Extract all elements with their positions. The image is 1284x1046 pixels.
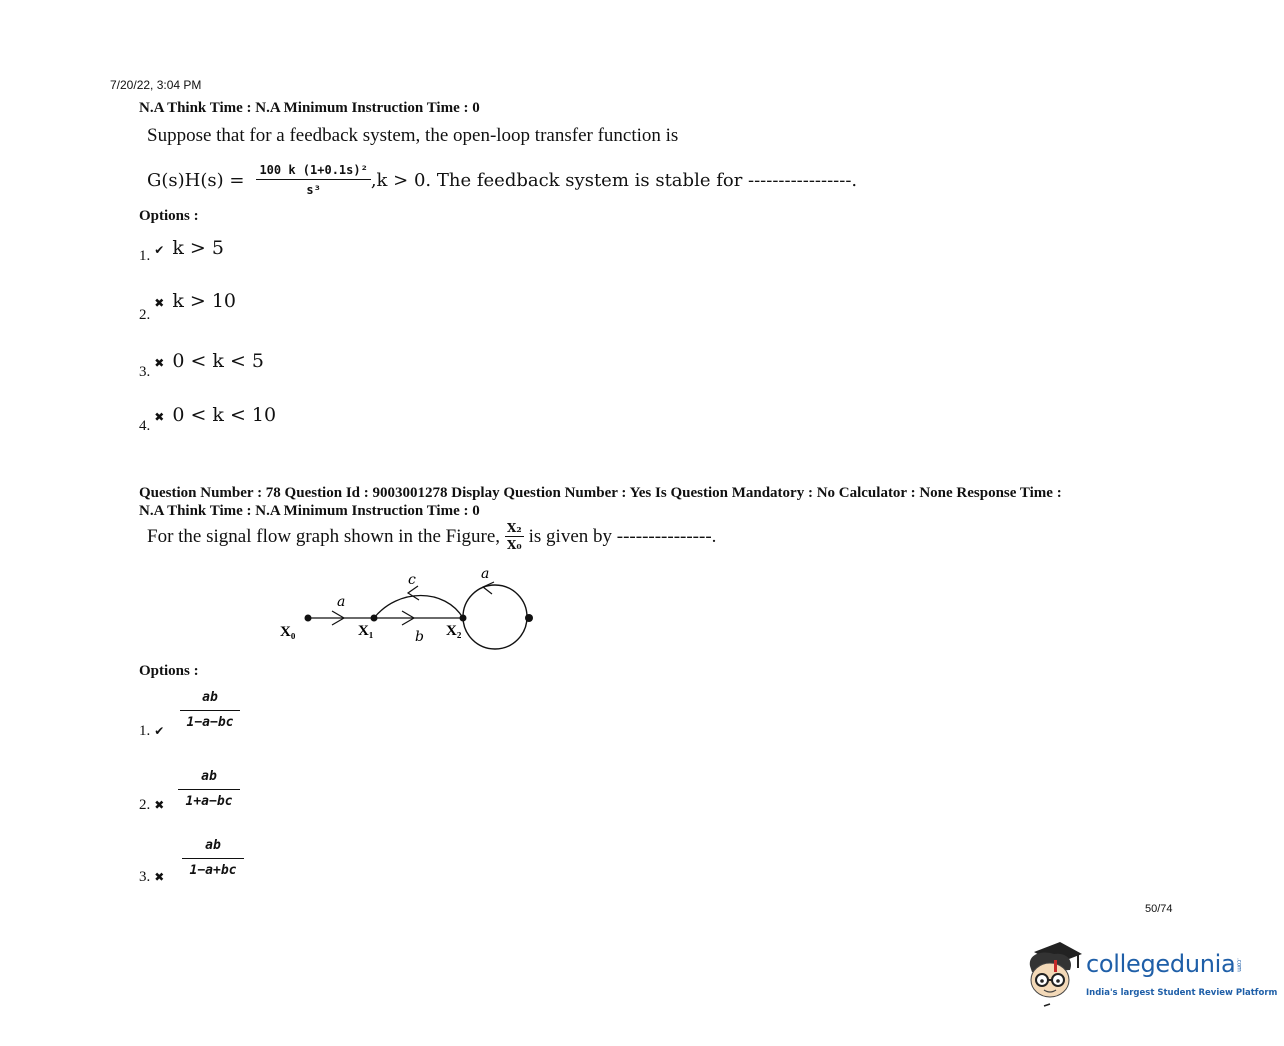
student-mascot-icon	[1024, 940, 1084, 1010]
q78-option-1-fraction	[180, 690, 240, 730]
option-text: k > 5	[172, 237, 224, 259]
equation-numerator: 100 k (1+0.1s)²	[256, 163, 370, 180]
node-x1-label: X₁	[358, 623, 374, 639]
gain-b-label: b	[415, 629, 424, 645]
q78-meta-line-2: N.A Think Time : N.A Minimum Instruction Time : 0	[139, 503, 480, 519]
q77-question-text: Suppose that for a feedback system, the open-loop transfer function is	[147, 125, 679, 146]
fraction-numerator: ab	[178, 769, 240, 790]
question-fraction	[505, 521, 524, 552]
q77-meta-line: N.A Think Time : N.A Minimum Instruction Time : 0	[139, 100, 480, 116]
option-text: 0 < k < 10	[172, 404, 277, 426]
print-timestamp: 7/20/22, 3:04 PM	[110, 78, 202, 92]
correct-check-icon: ✔	[154, 724, 165, 738]
arrow-c-icon	[408, 586, 419, 600]
option-number: 1.	[139, 723, 151, 739]
q78-option-2-fraction	[178, 769, 240, 809]
node-x2-dot	[460, 615, 467, 622]
correct-check-icon: ✔	[154, 243, 165, 257]
q77-options-label: Options :	[139, 208, 199, 224]
logo-tagline: India's largest Student Review Platform	[1086, 988, 1278, 998]
option-number: 4.	[139, 418, 151, 434]
option-number: 3.	[139, 364, 151, 380]
gain-a-forward-label: a	[337, 594, 346, 610]
option-text: 0 < k < 5	[172, 350, 265, 372]
wrong-cross-icon: ✖	[154, 410, 165, 424]
q78-option-2	[139, 796, 164, 814]
q78-question-text	[147, 521, 716, 552]
wrong-cross-icon: ✖	[154, 870, 165, 884]
option-number: 3.	[139, 869, 151, 885]
node-x2-label: X₂	[446, 623, 462, 639]
node-x0-dot	[305, 615, 312, 622]
logo-wordmark	[1086, 950, 1242, 978]
logo-name: collegedunia	[1086, 950, 1236, 978]
question-suffix: is given by ---------------.	[528, 525, 717, 547]
collegedunia-logo	[1024, 940, 1278, 1010]
equation-fraction	[256, 163, 370, 197]
page-number: 50/74	[1145, 903, 1173, 915]
fraction-denominator: 1+a−bc	[185, 794, 233, 809]
logo-suffix: .com	[1235, 958, 1243, 972]
wrong-cross-icon: ✖	[154, 356, 165, 370]
self-loop-a	[463, 585, 527, 649]
equation-tail: ,k > 0. The feedback system is stable for -----------------.	[370, 169, 858, 191]
arrow-loop-icon	[483, 582, 494, 594]
q77-option-2	[139, 290, 237, 323]
option-text: k > 10	[172, 290, 237, 312]
q77-option-3	[139, 350, 265, 380]
fraction-numerator: X₂	[507, 521, 522, 535]
q77-option-1	[139, 237, 224, 264]
wrong-cross-icon: ✖	[154, 296, 165, 310]
fraction-numerator: ab	[180, 690, 240, 711]
equation-lhs: G(s)H(s) =	[147, 169, 245, 191]
q78-options-label: Options :	[139, 663, 199, 679]
equation-denominator: s³	[306, 183, 321, 197]
gain-c-label: c	[408, 572, 416, 588]
q78-meta-line-1: Question Number : 78 Question Id : 9003001278 Display Question Number : Yes Is Question Mandatory : No Calculator : None Response Time :	[139, 485, 1062, 501]
q77-equation	[147, 163, 857, 197]
fraction-numerator: ab	[182, 838, 244, 859]
fraction-denominator: 1−a+bc	[189, 863, 237, 878]
option-number: 2.	[139, 307, 151, 323]
q78-option-3	[139, 868, 164, 886]
option-number: 1.	[139, 248, 151, 264]
loop-end-dot	[525, 614, 533, 622]
wrong-cross-icon: ✖	[154, 798, 165, 812]
q78-option-3-fraction	[182, 838, 244, 878]
q78-option-1	[139, 722, 164, 740]
fraction-denominator: 1−a−bc	[186, 715, 234, 730]
option-number: 2.	[139, 797, 151, 813]
node-x1-dot	[371, 615, 378, 622]
signal-flow-graph	[270, 560, 550, 660]
gain-a-loop-label: a	[481, 566, 490, 582]
fraction-denominator: X₀	[507, 538, 522, 552]
question-prefix: For the signal flow graph shown in the Figure,	[147, 525, 501, 547]
q77-option-4	[139, 404, 277, 434]
node-x0-label: X₀	[280, 624, 296, 640]
feedback-arc-c	[374, 596, 463, 619]
